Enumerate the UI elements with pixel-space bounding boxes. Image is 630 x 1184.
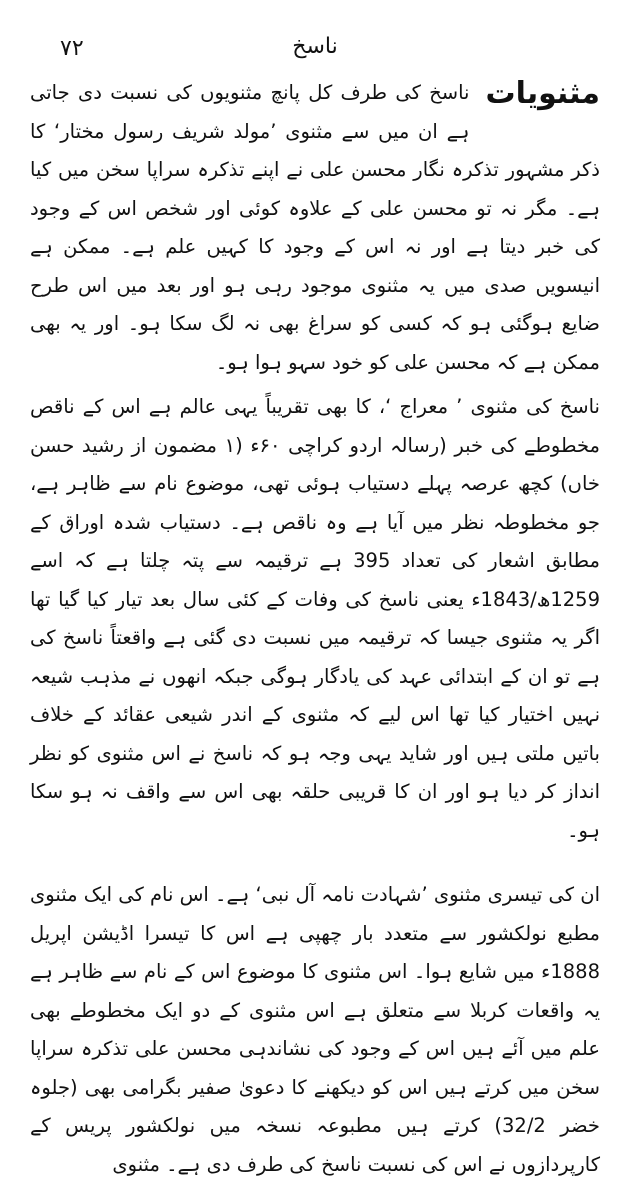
page-number: ۷۲	[60, 36, 84, 61]
page-header	[30, 32, 600, 74]
section-heading: مثنویات	[485, 76, 600, 111]
running-title: ناسخ	[292, 34, 338, 59]
paragraph-3: ان کی تیسری مثنوی ’شہادت نامہ آل نبی‘ ہے۔ اس نام کی ایک مثنوی مطبع نولکشور سے متعدد بار چھپی ہے اس کا تیسرا اڈیشن اپریل 1888ء میں شایع ہوا۔ اس مثنوی کا موضوع اس کے نام سے ظاہر ہے یہ واقعات کربلا سے متعلق ہے اس مثنوی کے دو ایک مخطوطے بھی علم میں آئے ہیں اس کے وجود کی نشاندہی محسن علی تذکرہ سراپا سخن میں کرتے ہیں اس کو دیکھنے کا دعویٰ صفیر بگرامی بھی (جلوہ خضر 32/2) کرتے ہیں مطبوعہ نسخہ میں نولکشور پریس کے کارپردازوں نے اس کی نسبت ناسخ کی طرف دی ہے۔ مثنوی	[30, 883, 600, 1176]
page-body	[30, 74, 600, 1184]
paragraph-2: ناسخ کی مثنوی ’ معراج ‘، کا بھی تقریباً یہی عالم ہے اس کے ناقص مخطوطے کی خبر (رسالہ اردو کراچی ۶۰ء (۱ مضمون از رشید حسن خاں) کچھ عرصہ پہلے دستیاب ہوئی تھی، موضوع نام سے ظاہر ہے، جو مخطوطہ نظر میں آیا ہے وہ ناقص ہے۔ دستیاب شدہ اوراق کے مطابق اشعار کی تعداد 395 ہے ترقیمہ سے پتہ چلتا ہے کہ اسے 1259ھ/1843ء یعنی ناسخ کی وفات کے کئی سال بعد تیار کیا گیا تھا اگر یہ مثنوی جیسا کہ ترقیمہ میں نسبت دی گئی ہے واقعتاً ناسخ کی ہے تو ان کے ابتدائی عہد کی یادگار ہوگی جبکہ انھوں نے مذہب شیعہ نہیں اختیار کیا تھا اس لیے کہ مثنوی کے اندر شیعی عقائد کے خلاف باتیں ملتی ہیں اور شاید یہی وجہ ہو کہ ناسخ نے اس مثنوی کو نظر انداز کر دیا ہو اور ان کا قریبی حلقہ بھی اس سے واقف نہ ہو سکا ہو۔	[30, 395, 600, 842]
paragraph-1: ناسخ کی طرف کل پانچ مثنویوں کی نسبت دی جاتی ہے ان میں سے مثنوی ’مولد شریف رسول مختار‘ کا ذکر مشہور تذکرہ نگار محسن علی نے اپنے تذکرہ سراپا سخن میں کیا ہے۔ مگر نہ تو محسن علی کے علاوہ کوئی اور شخص اس کے وجود کی خبر دیتا ہے اور نہ اس کے وجود کا کہیں علم ہے۔ ممکن ہے انیسویں صدی میں یہ مثنوی موجود رہی ہو اور بعد میں اس طرح ضایع ہوگئی ہو کہ کسی کو سراغ بھی نہ لگ سکا ہو۔ اور یہ بھی ممکن ہے کہ محسن علی کو خود سہو ہوا ہو۔	[30, 81, 600, 374]
